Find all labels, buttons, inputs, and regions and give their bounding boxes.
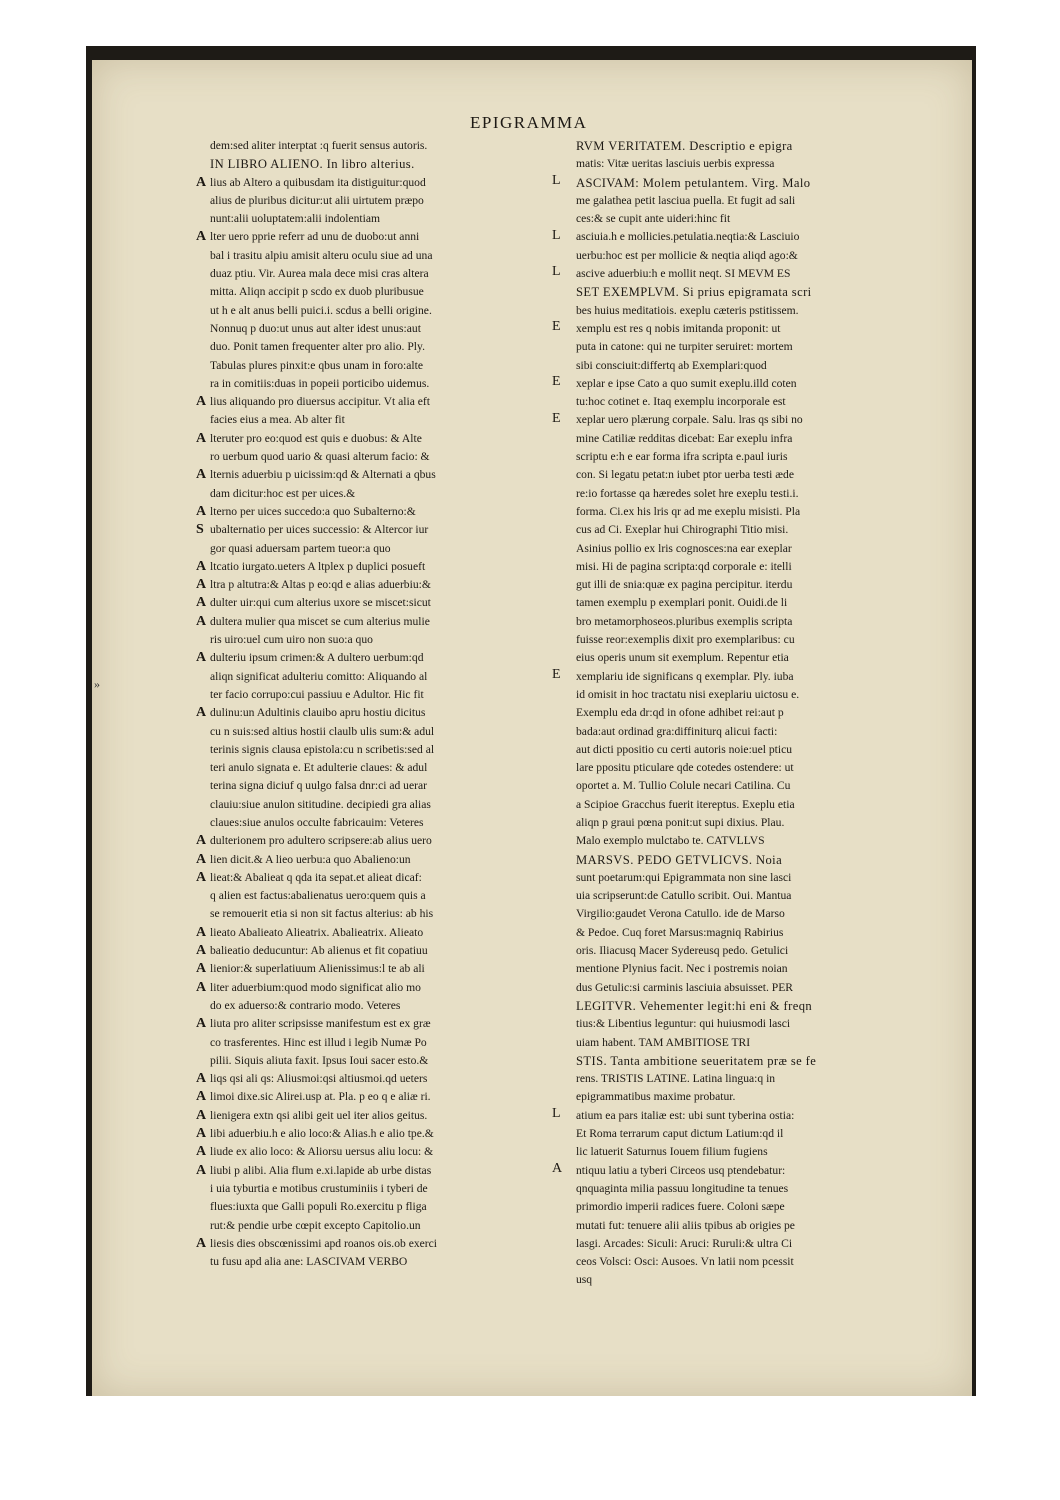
initial-letter: A [196, 833, 207, 849]
initial-letter: A [196, 979, 207, 995]
line-text: balieatio deducuntur: Ab alienus et fit copatiuu [210, 944, 428, 958]
left-line [196, 1180, 544, 1198]
left-line [196, 338, 544, 356]
line-text: lienior:& superlatiuum Alienissimus:l te ab ali [210, 962, 425, 976]
line-text: teri anulo signata e. Et adulterie claues: & adul [210, 761, 428, 775]
line-text: liqs qsi ali qs: Aliusmoi:qsi altiusmoi.qd ueters [210, 1072, 428, 1086]
line-text: ro uerbum quod uario & quasi alterum facio: & [210, 450, 430, 464]
right-line: mentione Plynius facit. Nec i postremis noian [576, 962, 788, 976]
initial-letter: A [196, 961, 207, 977]
right-line: lasgi. Arcades: Siculi: Aruci: Ruruli:& ultra Ci [576, 1236, 793, 1250]
left-line [196, 466, 544, 484]
left-line [196, 1198, 544, 1216]
line-text: lter uero pprie referr ad unu de duobo:ut anni [210, 230, 420, 244]
left-line [196, 265, 544, 283]
line-text: ltra p altutra:& Altas p eo:qd e alias aduerbiu:& [210, 578, 431, 592]
left-line [196, 1015, 544, 1033]
right-line: bada:aut ordinad gra:diffiniturq alicui facti: [576, 724, 778, 738]
left-line [196, 777, 544, 795]
left-line [196, 1088, 544, 1106]
line-text: terinis signis clausa epistola:cu n scribetis:sed al [210, 742, 435, 756]
line-text: lius aliquando pro diuersus accipitur. Vt alia eft [210, 395, 431, 409]
line-text: gor quasi aduersam partem tueor:a quo [210, 541, 391, 555]
initial-letter: A [196, 430, 207, 446]
line-text: bal i trasitu alpiu amisit alteru oculu siue ad una [210, 248, 433, 262]
right-line: misi. Hi de pagina scripta:qd corporale e: itelli [576, 559, 792, 573]
left-line [196, 521, 544, 539]
left-line [196, 210, 544, 228]
right-line: asciuia.h e mollicies.petulatia.neqtia:& Lasciuio [576, 230, 800, 244]
left-line [196, 174, 544, 192]
right-initial-letter: E [552, 666, 561, 682]
margin-mark: » [94, 677, 100, 691]
initial-letter: S [196, 522, 204, 538]
left-line [196, 357, 544, 375]
line-text: lieat:& Abalieat q qda ita sepat.et alieat dicaf: [210, 870, 422, 884]
initial-letter: A [196, 1089, 207, 1105]
line-text: liude ex alio loco: & Aliorsu uersus aliu locu: & [210, 1145, 434, 1159]
line-text: cu n suis:sed altius hostii claulb ulis sum:& adul [210, 724, 435, 738]
right-initial-letter: E [552, 410, 561, 426]
right-line: xeplar uero plærung corpale. Salu. lras qs sibi no [576, 413, 803, 427]
right-line: atium ea pars italiæ est: ubi sunt tyberina ostia: [576, 1108, 795, 1122]
right-line: con. Si legatu petat:n iubet ptor uerba testi æde [576, 468, 794, 482]
line-text: ltcatio iurgato.ueters A ltplex p duplici posueft [210, 559, 426, 573]
left-line [196, 1034, 544, 1052]
left-line [196, 741, 544, 759]
line-text: liter aduerbium:quod modo significat alio mo [210, 980, 421, 994]
line-text: IN LIBRO ALIENO. In libro alterius. [210, 157, 415, 172]
right-initial-letter: L [552, 172, 561, 188]
initial-letter: A [196, 1235, 207, 1251]
right-line: MARSVS. PEDO GETVLICVS. Noia [576, 852, 783, 867]
line-text: libi aduerbiu.h e alio loco:& Alias.h e alio tpe.& [210, 1127, 434, 1141]
left-line [196, 887, 544, 905]
right-line: bes huius meditatiois. exeplu cæteris pstitissem. [576, 303, 799, 317]
left-line [196, 759, 544, 777]
right-line: eius operis unum sit exemplum. Repentur etia [576, 651, 789, 665]
right-line: ascive aduerbiu:h e mollit neqt. SI MEVM ES [576, 267, 791, 281]
left-line [196, 704, 544, 722]
left-line [196, 576, 544, 594]
initial-letter: A [196, 1126, 207, 1142]
line-text: mitta. Aliqn accipit p scdo ex duob pluribusue [210, 285, 424, 299]
right-line: LEGITVR. Vehementer legit:hi eni & freqn [576, 998, 813, 1013]
right-line: id omisit in hoc tractatu nisi exeplariu uictosu e. [576, 687, 800, 701]
line-text: liuta pro aliter scripsisse manifestum est ex græ [210, 1017, 431, 1031]
right-line: mutati fut: tenuere alii aliis tpibus ab origies pe [576, 1218, 795, 1232]
left-line [196, 796, 544, 814]
right-initial-letter: L [552, 1105, 561, 1121]
left-line [196, 924, 544, 942]
line-text: dultera mulier qua miscet se cum alterius mulie [210, 614, 430, 628]
initial-letter: A [196, 174, 207, 190]
right-line: qnquaginta milia passuu longitudine ta tenues [576, 1181, 789, 1195]
initial-letter: A [196, 924, 207, 940]
left-line [196, 668, 544, 686]
left-line [196, 594, 544, 612]
line-text: do ex aduerso:& contrario modo. Veteres [210, 998, 401, 1012]
line-text: aliqn significat adulteriu comitto: Aliquando al [210, 669, 428, 683]
left-line [196, 192, 544, 210]
left-line [196, 375, 544, 393]
right-line: ASCIVAM: Molem petulantem. Virg. Malo [576, 175, 811, 190]
initial-letter: A [196, 650, 207, 666]
right-initial-letter: E [552, 373, 561, 389]
line-text: lieato Abalieato Alieatrix. Abalieatrix. Alieato [210, 925, 424, 939]
right-line: Virgilio:gaudet Verona Catullo. ide de Marso [576, 907, 785, 921]
right-line: lic latuerit Saturnus Iouem filium fugiens [576, 1145, 768, 1159]
left-line [196, 1070, 544, 1088]
right-line: matis: Vitæ ueritas lasciuis uerbis expressa [576, 157, 775, 171]
right-line: uerbu:hoc est per mollicie & neqtia aliqd ago:& [576, 248, 798, 262]
left-line [196, 851, 544, 869]
left-line [196, 1253, 544, 1271]
line-text: Nonnuq p duo:ut unus aut alter idest unus:aut [210, 321, 421, 335]
right-line: primordio imperii radices fuere. Coloni sæpe [576, 1200, 785, 1214]
left-line [196, 1052, 544, 1070]
left-line [196, 997, 544, 1015]
line-text: lternis aduerbiu p uicissim:qd & Alternati a qbus [210, 468, 436, 482]
left-line [196, 631, 544, 649]
line-text: alius de pluribus dicitur:ut alii uirtutem præpo [210, 193, 424, 207]
line-text: pilii. Siquis aliuta faxit. Ipsus Ioui sacer esto.& [210, 1053, 429, 1067]
initial-letter: A [196, 394, 207, 410]
line-text: ra in comitiis:duas in popeii porticibo uidemus. [210, 376, 430, 390]
left-line [196, 723, 544, 741]
right-line: lare ppositu pticulare qde cotedes ostendere: ut [576, 761, 794, 775]
initial-letter: A [196, 851, 207, 867]
line-text: lienigera extn qsi alibi geit uel iter alios geitus. [210, 1108, 428, 1122]
left-line [196, 558, 544, 576]
right-line: tamen exemplu p exemplari ponit. Ouidi.de li [576, 596, 788, 610]
right-line: & Pedoe. Cuq foret Marsus:magniq Rabirius [576, 925, 784, 939]
initial-letter: A [196, 229, 207, 245]
line-text: nunt:alii uoluptatem:alii indolentiam [210, 212, 381, 226]
right-line: uia scripserunt:de Catullo scribit. Oui. Mantua [576, 889, 792, 903]
line-text: facies eius a mea. Ab alter fit [210, 413, 345, 427]
running-head: EPIGRAMMA [470, 113, 588, 132]
left-line [196, 503, 544, 521]
right-initial-letter: A [552, 1160, 563, 1176]
right-line: tius:& Libentius leguntur: qui huiusmodi lasci [576, 1017, 791, 1031]
right-line: uiam habent. TAM AMBITIOSE TRI [576, 1035, 751, 1049]
line-text: lius ab Altero a quibusdam ita distiguitur:quod [210, 175, 426, 189]
line-text: terina signa diciuf q uulgo falsa dnr:ci ad uerar [210, 779, 427, 793]
left-line [196, 960, 544, 978]
line-text: co trasferentes. Hinc est illud i legib Numæ Po [210, 1035, 427, 1049]
right-line: mine Catiliæ redditas dicebat: Ear exeplu infra [576, 431, 793, 445]
right-line: epigrammatibus maxime probatur. [576, 1090, 736, 1104]
line-text: duo. Ponit tamen frequenter alter pro alio. Ply. [210, 340, 425, 354]
left-line [196, 942, 544, 960]
line-text: dulter uir:qui cum alterius uxore se miscet:sicut [210, 596, 431, 610]
right-line: tu:hoc cotinet e. Itaq exemplu incorporale est [576, 395, 786, 409]
line-text: dam dicitur:hoc est per uices.& [210, 486, 356, 500]
left-line [196, 1107, 544, 1125]
left-line [196, 247, 544, 265]
left-line [196, 649, 544, 667]
right-line: gut illi de snia:quæ ex pagina percipitur. iterdu [576, 578, 793, 592]
line-text: lien dicit.& A lieo uerbu:a quo Abalieno:un [210, 852, 411, 866]
right-line: puta in catone: qui ne turpiter seruiret: mortem [576, 340, 793, 354]
left-line [196, 155, 544, 173]
left-column [196, 137, 544, 1271]
right-line: SET EXEMPLVM. Si prius epigramata scri [576, 285, 812, 300]
left-line [196, 613, 544, 631]
right-line: ceos Volsci: Osci: Ausoes. Vn latii nom pcessit [576, 1255, 794, 1269]
initial-letter: A [196, 577, 207, 593]
line-text: dulinu:un Adultinis clauibo apru hostiu dicitus [210, 706, 426, 720]
right-line: oportet a. M. Tullio Colule necari Catilina. Cu [576, 779, 791, 793]
left-line [196, 283, 544, 301]
left-line [196, 430, 544, 448]
initial-letter: A [196, 943, 207, 959]
right-initial-letter: E [552, 319, 561, 334]
left-line [196, 814, 544, 832]
right-line: usq [576, 1273, 593, 1287]
left-line [196, 832, 544, 850]
left-line [196, 979, 544, 997]
initial-letter: A [196, 1071, 207, 1087]
line-text: tu fusu apd alia ane: LASCIVAM VERBO [210, 1255, 408, 1269]
line-text: Tabulas plures pinxit:e qbus unam in foro:alte [210, 358, 423, 372]
left-line [196, 1143, 544, 1161]
left-line [196, 411, 544, 429]
right-line: dus Getulic:si carminis lasciuia absuisset. PER [576, 980, 794, 994]
left-line [196, 137, 544, 155]
line-text: flues:iuxta que Galli populi Ro.exercitu p fliga [210, 1200, 427, 1214]
left-line [196, 485, 544, 503]
line-text: rut:& pendie urbe cœpit excepto Capitolio.un [210, 1218, 421, 1232]
right-line: Et Roma terrarum caput dictum Latium:qd il [576, 1127, 784, 1141]
line-text: ut h e alt anus belli puici.i. scdus a belli origine. [210, 303, 432, 317]
line-text: se remouerit etia si non sit factus alterius: ab his [210, 907, 434, 921]
right-line: xemplu est res q nobis imitanda proponit: ut [576, 321, 781, 335]
line-text: i uia tyburtia e motibus crustuminiis i tyberi de [210, 1181, 428, 1195]
right-line: bro metamorphoseos.pluribus exemplis scripta [576, 614, 793, 628]
right-line: STIS. Tanta ambitione seueritatem præ se fe [576, 1053, 817, 1068]
right-line: forma. Ci.ex his lris qr ad me exeplu misisti. Pla [576, 504, 801, 518]
line-text: limoi dixe.sic Alirei.usp at. Pla. p eo q e aliæ ri. [210, 1090, 431, 1104]
right-line: RVM VERITATEM. Descriptio e epigra [576, 139, 793, 153]
right-line: ces:& se cupit ante uideri:hinc fit [576, 212, 731, 226]
initial-letter: A [196, 869, 207, 885]
left-line [196, 686, 544, 704]
left-line [196, 540, 544, 558]
left-line [196, 228, 544, 246]
left-line [196, 1217, 544, 1235]
right-initial-letter: L [552, 227, 561, 243]
line-text: ris uiro:uel cum uiro non suo:a quo [210, 633, 373, 647]
initial-letter: A [196, 1107, 207, 1123]
right-line: cus ad Ci. Exeplar hui Chirographi Titio misi. [576, 523, 789, 537]
right-line: oris. Iliacusq Macer Sydereusq pedo. Getulici [576, 944, 789, 958]
right-line: sibi consciuit:differtq ab Exemplari:quod [576, 358, 767, 372]
initial-letter: A [196, 705, 207, 721]
right-line: a Scipioe Gracchus fuerit itereptus. Exeplu etia [576, 797, 795, 811]
line-text: claues:siue anulos occulte fabricauim: Veteres [210, 815, 424, 829]
right-line: fuisse reor:exemplis dixit pro exemplaribus: cu [576, 633, 795, 647]
initial-letter: A [196, 467, 207, 483]
left-line [196, 393, 544, 411]
line-text: dulteriu ipsum crimen:& A dultero uerbum:qd [210, 651, 424, 665]
right-line: scriptu e:h e ear forma ifra scripta e.paul iuris [576, 450, 788, 464]
line-text: ubalternatio per uices successio: & Altercor iur [210, 523, 429, 537]
left-line [196, 1162, 544, 1180]
right-line: re:io fortasse qa hæredes solet hre exeplu testi.i. [576, 486, 799, 500]
right-line: Exemplu eda dr:qd in ofone adhibet rei:aut p [576, 706, 784, 720]
right-line: aut dicti ppositio cu certi autoris noie:uel pticu [576, 742, 793, 756]
initial-letter: A [196, 595, 207, 611]
left-line [196, 1235, 544, 1253]
initial-letter: A [196, 1162, 207, 1178]
initial-letter: A [196, 613, 207, 629]
right-line: Malo exemplo mulctabo te. CATVLLVS [576, 834, 765, 848]
line-text: liubi p alibi. Alia flum e.xi.lapide ab urbe distas [210, 1163, 432, 1177]
left-line [196, 320, 544, 338]
line-text: q alien est factus:abalienatus uero:quem quis a [210, 889, 426, 903]
left-line [196, 302, 544, 320]
right-line: sunt poetarum:qui Epigrammata non sine lasci [576, 870, 792, 884]
right-initial-letter: L [552, 264, 561, 280]
initial-letter: A [196, 503, 207, 519]
line-text: dem:sed aliter interptat :q fuerit sensus autoris. [210, 139, 428, 152]
line-text: ter facio corrupo:cui passiuu e Adultor. Hic fit [210, 687, 424, 701]
right-line: me galathea petit lasciua puella. Et fugit ad sali [576, 193, 796, 207]
left-line [196, 869, 544, 887]
right-line: Asinius pollio ex lris cognosces:na ear exeplar [576, 541, 792, 555]
line-text: duaz ptiu. Vir. Aurea mala dece misi cras altera [210, 267, 429, 281]
initial-letter: A [196, 1144, 207, 1160]
line-text: dulterionem pro adultero scripsere:ab alius uero [210, 834, 432, 848]
left-line [196, 1125, 544, 1143]
line-text: liesis dies obscœnissimi apd roanos ois.ob exerci [210, 1236, 438, 1250]
right-line: xeplar e ipse Cato a quo sumit exeplu.illd coten [576, 376, 797, 390]
right-line: aliqn p graui pœna ponit:ut supi dixius. Plau. [576, 815, 785, 829]
left-line [196, 448, 544, 466]
line-text: lterno per uices succedo:a quo Subalterno:& [210, 504, 416, 518]
right-line: xemplariu ide significans q exemplar. Ply. iuba [576, 669, 794, 683]
right-line: rens. TRISTIS LATINE. Latina lingua:q in [576, 1072, 776, 1086]
right-line: ntiquu latiu a tyberi Circeos usq ptendebatur: [576, 1163, 786, 1177]
line-text: clauiu:siue anulon sititudine. decipiedi gra alias [210, 797, 431, 811]
line-text: lteruter pro eo:quod est quis e duobus: & Alte [210, 431, 422, 445]
left-line [196, 905, 544, 923]
right-column [576, 137, 894, 1290]
initial-letter: A [196, 558, 207, 574]
initial-letter: A [196, 1016, 207, 1032]
